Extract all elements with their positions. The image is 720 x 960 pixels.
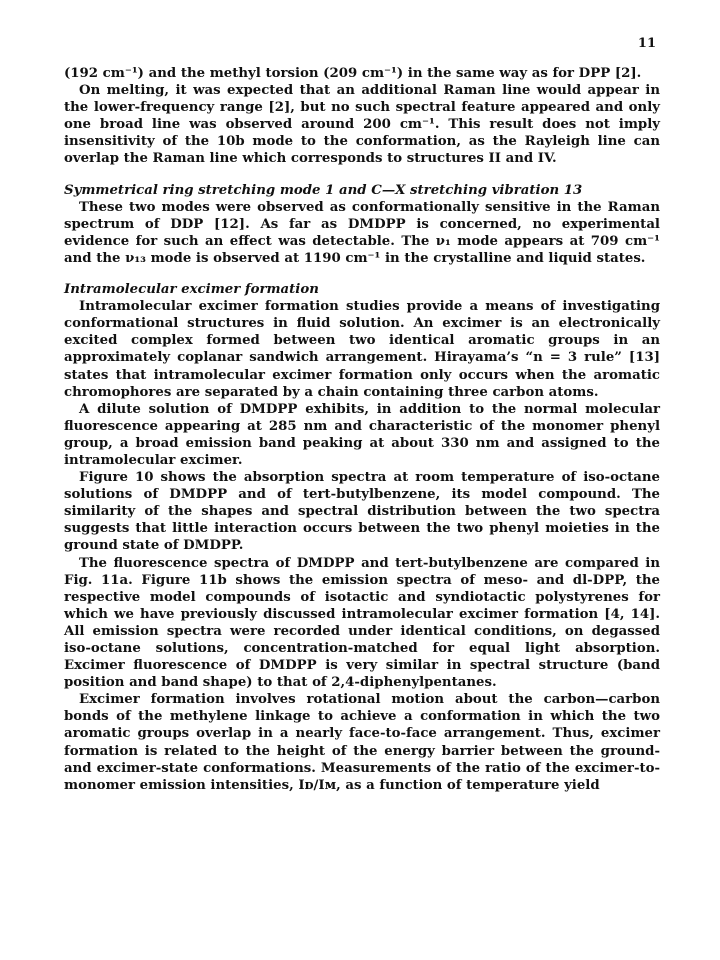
paragraph-excimer-intro: Intramolecular excimer formation studies provide a means of investigating conformational structures in fluid solution. An excimer is an electronically excited complex formed between two identical aromatic groups in an approximately coplanar sandwich arrangement. Hirayama’s “n = 3 rule” [13] states that intramolecular excimer formation only occurs when the aromatic chromophores are separated by a chain containing three carbon atoms. <box>64 299 660 400</box>
paragraph-fluorescence: The fluorescence spectra of DMDPP and tert-butylbenzene are compared in Fig. 11a. Figure 11b shows the emission spectra of meso- and dl-DPP, the respective model compounds of isotactic and syndiotactic polystyrenes for which we have previously discussed intramolecular excimer formation [4, 14]. All emission spectra were recorded under identical conditions, on degassed iso-octane solutions, concentration-matched for equal light absorption. Excimer fluorescence of DMDPP is very similar in spectral structure (band position and band shape) to that of 2,4-diphenylpentanes. <box>64 555 660 691</box>
paragraph-continuation: (192 cm⁻¹) and the methyl torsion (209 cm⁻¹) in the same way as for DPP [2]. <box>64 66 642 81</box>
page-number: 11 <box>637 36 656 51</box>
page-body <box>64 65 660 794</box>
paragraph-dilute-solution: A dilute solution of DMDPP exhibits, in addition to the normal molecular fluorescence appearing at 285 nm and characteristic of the monomer phenyl group, a broad emission band peaking at about 330 nm and assigned to the intramolecular excimer. <box>64 401 660 468</box>
section-gap <box>64 168 660 182</box>
paragraph-figure-10: Figure 10 shows the absorption spectra at room temperature of iso-octane solutions of DMDPP and of tert-butylbenzene, its model compound. The similarity of the shapes and spectral distribution between the two spectra suggests that little interaction occurs between the two phenyl moieties in the ground state of DMDPP. <box>64 470 660 554</box>
section-heading-ring-stretching: Symmetrical ring stretching mode 1 and C—X stretching vibration 13 <box>64 182 583 198</box>
paragraph-excimer-formation: Excimer formation involves rotational motion about the carbon—carbon bonds of the methylene linkage to achieve a conformation in which the two aromatic groups overlap in a nearly face-to-face arrangement. Thus, excimer formation is related to the height of the energy barrier between the ground- and excimer-state conformations. Measurements of the ratio of the excimer-to-monomer emission intensities, Iᴅ/Iᴍ, as a function of temperature yield <box>64 692 660 793</box>
paragraph-ring-stretching: These two modes were observed as conformationally sensitive in the Raman spectrum of DDP [12]. As far as DMDPP is concerned, no experimental evidence for such an effect was detectable. The ν₁ mode appears at 709 cm⁻¹ and the ν₁₃ mode is observed at 1190 cm⁻¹ in the crystalline and liquid states. <box>64 199 660 266</box>
section-gap <box>64 267 660 281</box>
section-heading-excimer: Intramolecular excimer formation <box>64 282 319 298</box>
paragraph-melting: On melting, it was expected that an additional Raman line would appear in the lower-frequency range [2], but no such spectral feature appeared and only one broad line was observed around 200 cm⁻¹. This result does not imply insensitivity of the 10b mode to the conformation, as the Rayleigh line can overlap the Raman line which corresponds to structures II and IV. <box>64 83 660 167</box>
